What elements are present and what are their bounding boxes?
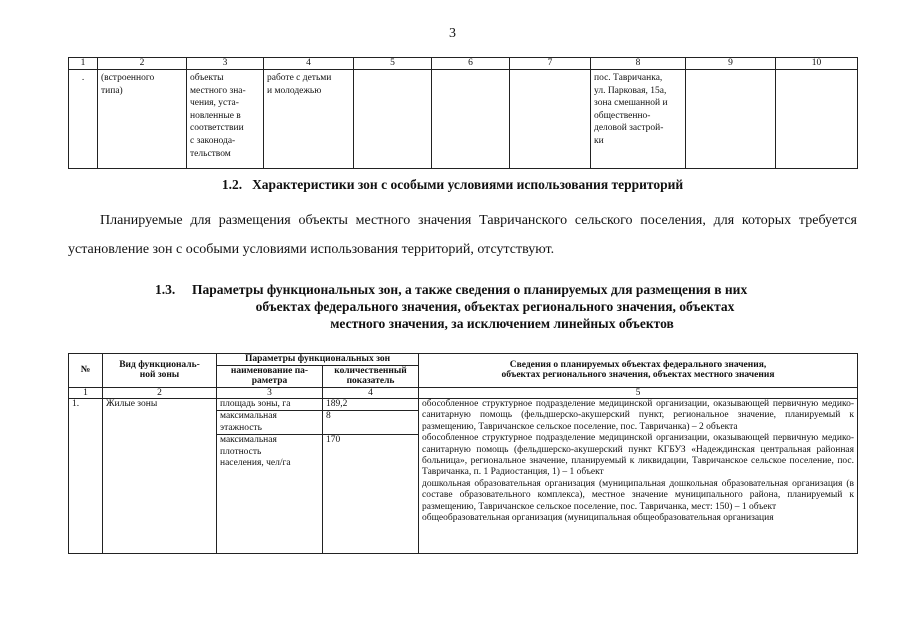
header-zone-type xyxy=(103,354,217,388)
col-number: 1 xyxy=(69,387,103,399)
header-line: наименование па- xyxy=(230,365,309,376)
header-info xyxy=(419,354,858,388)
empty-cell xyxy=(686,70,776,169)
info-entry: обособленное структурное подразделение медицинской организации, оказывающей первичную медико-санитарную помощь (фельдшерско-акушерский пункт КГБУЗ «Надеждинская центральная районная больница», региональное значение, планируемый к ликвидации, Тавричанское сельское поселение, пос. Тавричанка, п. 1 Радиостанция, 1) – 1 объект xyxy=(422,433,854,478)
empty-cell xyxy=(354,70,432,169)
object-location-cell xyxy=(591,70,686,169)
cell-line: объекты xyxy=(190,73,224,83)
section-title: Характеристики зон с особыми условиями использования территорий xyxy=(252,177,684,192)
col-number: 8 xyxy=(591,58,686,70)
header-num: № xyxy=(69,354,103,388)
table-row xyxy=(69,399,858,411)
col-number: 4 xyxy=(264,58,354,70)
cell-line: работе с детьми xyxy=(267,73,332,83)
col-number: 10 xyxy=(776,58,858,70)
col-number: 9 xyxy=(686,58,776,70)
objects-info-cell xyxy=(419,399,858,554)
col-number: 4 xyxy=(323,387,419,399)
cell-line: деловой застрой- xyxy=(594,123,664,134)
header-line: показатель xyxy=(346,376,395,386)
cell-line: с законода- xyxy=(190,135,236,146)
cell-line: общественно- xyxy=(594,110,651,121)
header-line: ной зоны xyxy=(139,370,180,381)
empty-cell xyxy=(432,70,510,169)
header-line: количественный xyxy=(334,365,407,376)
functional-zones-table xyxy=(68,353,858,554)
col-number: 5 xyxy=(419,387,858,399)
param-value: 170 xyxy=(323,435,419,554)
section-1-2-heading xyxy=(0,177,905,193)
cell-line: ул. Парковая, 15а, xyxy=(594,85,667,96)
cell-line: (встроенного xyxy=(101,73,155,83)
param-line: максимальная xyxy=(220,411,277,422)
object-significance-cell xyxy=(187,70,264,169)
header-line: Вид функциональ- xyxy=(119,359,200,370)
object-purpose-cell xyxy=(264,70,354,169)
section-number: 1.3. xyxy=(155,282,176,297)
info-entry: обособленное структурное подразделение медицинской организации, оказывающей первичную медико-санитарную помощь (фельдшерско-акушерский пункт, региональное значение, планируемый к размещению, Тавричанское сельское поселение, пос. Тавричанка) – 2 объекта xyxy=(422,399,854,432)
column-number-row xyxy=(69,58,858,70)
param-name xyxy=(217,411,323,435)
param-value: 8 xyxy=(323,411,419,435)
cell-line: соответствии xyxy=(190,123,244,134)
section-title-line: местного значения, за исключением линейных объектов xyxy=(330,316,674,331)
param-line: населения, чел/га xyxy=(220,458,291,469)
cell-line: и молодежью xyxy=(267,85,322,96)
col-number: 3 xyxy=(187,58,264,70)
param-name xyxy=(217,435,323,554)
object-type-cell xyxy=(98,70,187,169)
col-number: 5 xyxy=(354,58,432,70)
row-num: 1. xyxy=(69,399,103,554)
cell-line: зона смешанной и xyxy=(594,98,668,109)
section-title-line: Параметры функциональных зон, а также сведения о планируемых для размещения в них xyxy=(192,282,748,297)
page-number: 3 xyxy=(449,26,456,41)
header-row xyxy=(69,354,858,366)
cell-line: тельством xyxy=(190,148,231,159)
row-marker: . xyxy=(69,70,98,169)
col-number: 7 xyxy=(510,58,591,70)
cell-line: местного зна- xyxy=(190,85,246,96)
param-line: площадь зоны, га xyxy=(220,399,291,409)
table-row xyxy=(69,70,858,169)
param-line: этажность xyxy=(220,422,262,433)
header-param-value xyxy=(323,365,419,387)
cell-line: чения, уста- xyxy=(190,98,239,109)
param-value: 189,2 xyxy=(323,399,419,411)
column-number-row xyxy=(69,387,858,399)
header-line: раметра xyxy=(251,376,288,386)
empty-cell xyxy=(776,70,858,169)
zone-name: Жилые зоны xyxy=(103,399,217,554)
param-line: максимальная xyxy=(220,435,277,446)
info-entry: дошкольная образовательная организация (муниципальная дошкольная образовательная организация (в составе образовательного комплекса), местное значение муниципального района, планируемый к размещению, Тавричанское сельское поселение, пос. Тавричанка, мест: 150) – 1 объект xyxy=(422,478,854,512)
header-params-group: Параметры функциональных зон xyxy=(217,354,419,366)
cell-line: новленные в xyxy=(190,110,241,121)
section-1-3-heading xyxy=(155,281,815,332)
col-number: 2 xyxy=(103,387,217,399)
col-number: 3 xyxy=(217,387,323,399)
empty-cell xyxy=(510,70,591,169)
header-param-name xyxy=(217,365,323,387)
header-line: Сведения о планируемых объектах федерального значения, xyxy=(509,359,767,370)
info-entry: общеобразовательная организация (муниципальная общеобразовательная организация xyxy=(422,513,774,524)
col-number: 6 xyxy=(432,58,510,70)
continuation-table xyxy=(68,57,858,169)
cell-line: типа) xyxy=(101,85,123,96)
col-number: 1 xyxy=(69,58,98,70)
param-name xyxy=(217,399,323,411)
header-line: объектах регионального значения, объектах местного значения xyxy=(501,370,775,381)
section-1-2-paragraph: Планируемые для размещения объекты местного значения Тавричанского сельского поселения, для которых требуется установление зон с особыми условиями использования территорий, отсутствуют. xyxy=(68,213,857,257)
section-number: 1.2. xyxy=(221,177,243,192)
section-title-line: объектах федерального значения, объектах регионального значения, объектах xyxy=(255,299,735,314)
cell-line: пос. Тавричанка, xyxy=(594,73,663,83)
cell-line: ки xyxy=(594,135,604,146)
param-line: плотность xyxy=(220,446,262,457)
col-number: 2 xyxy=(98,58,187,70)
